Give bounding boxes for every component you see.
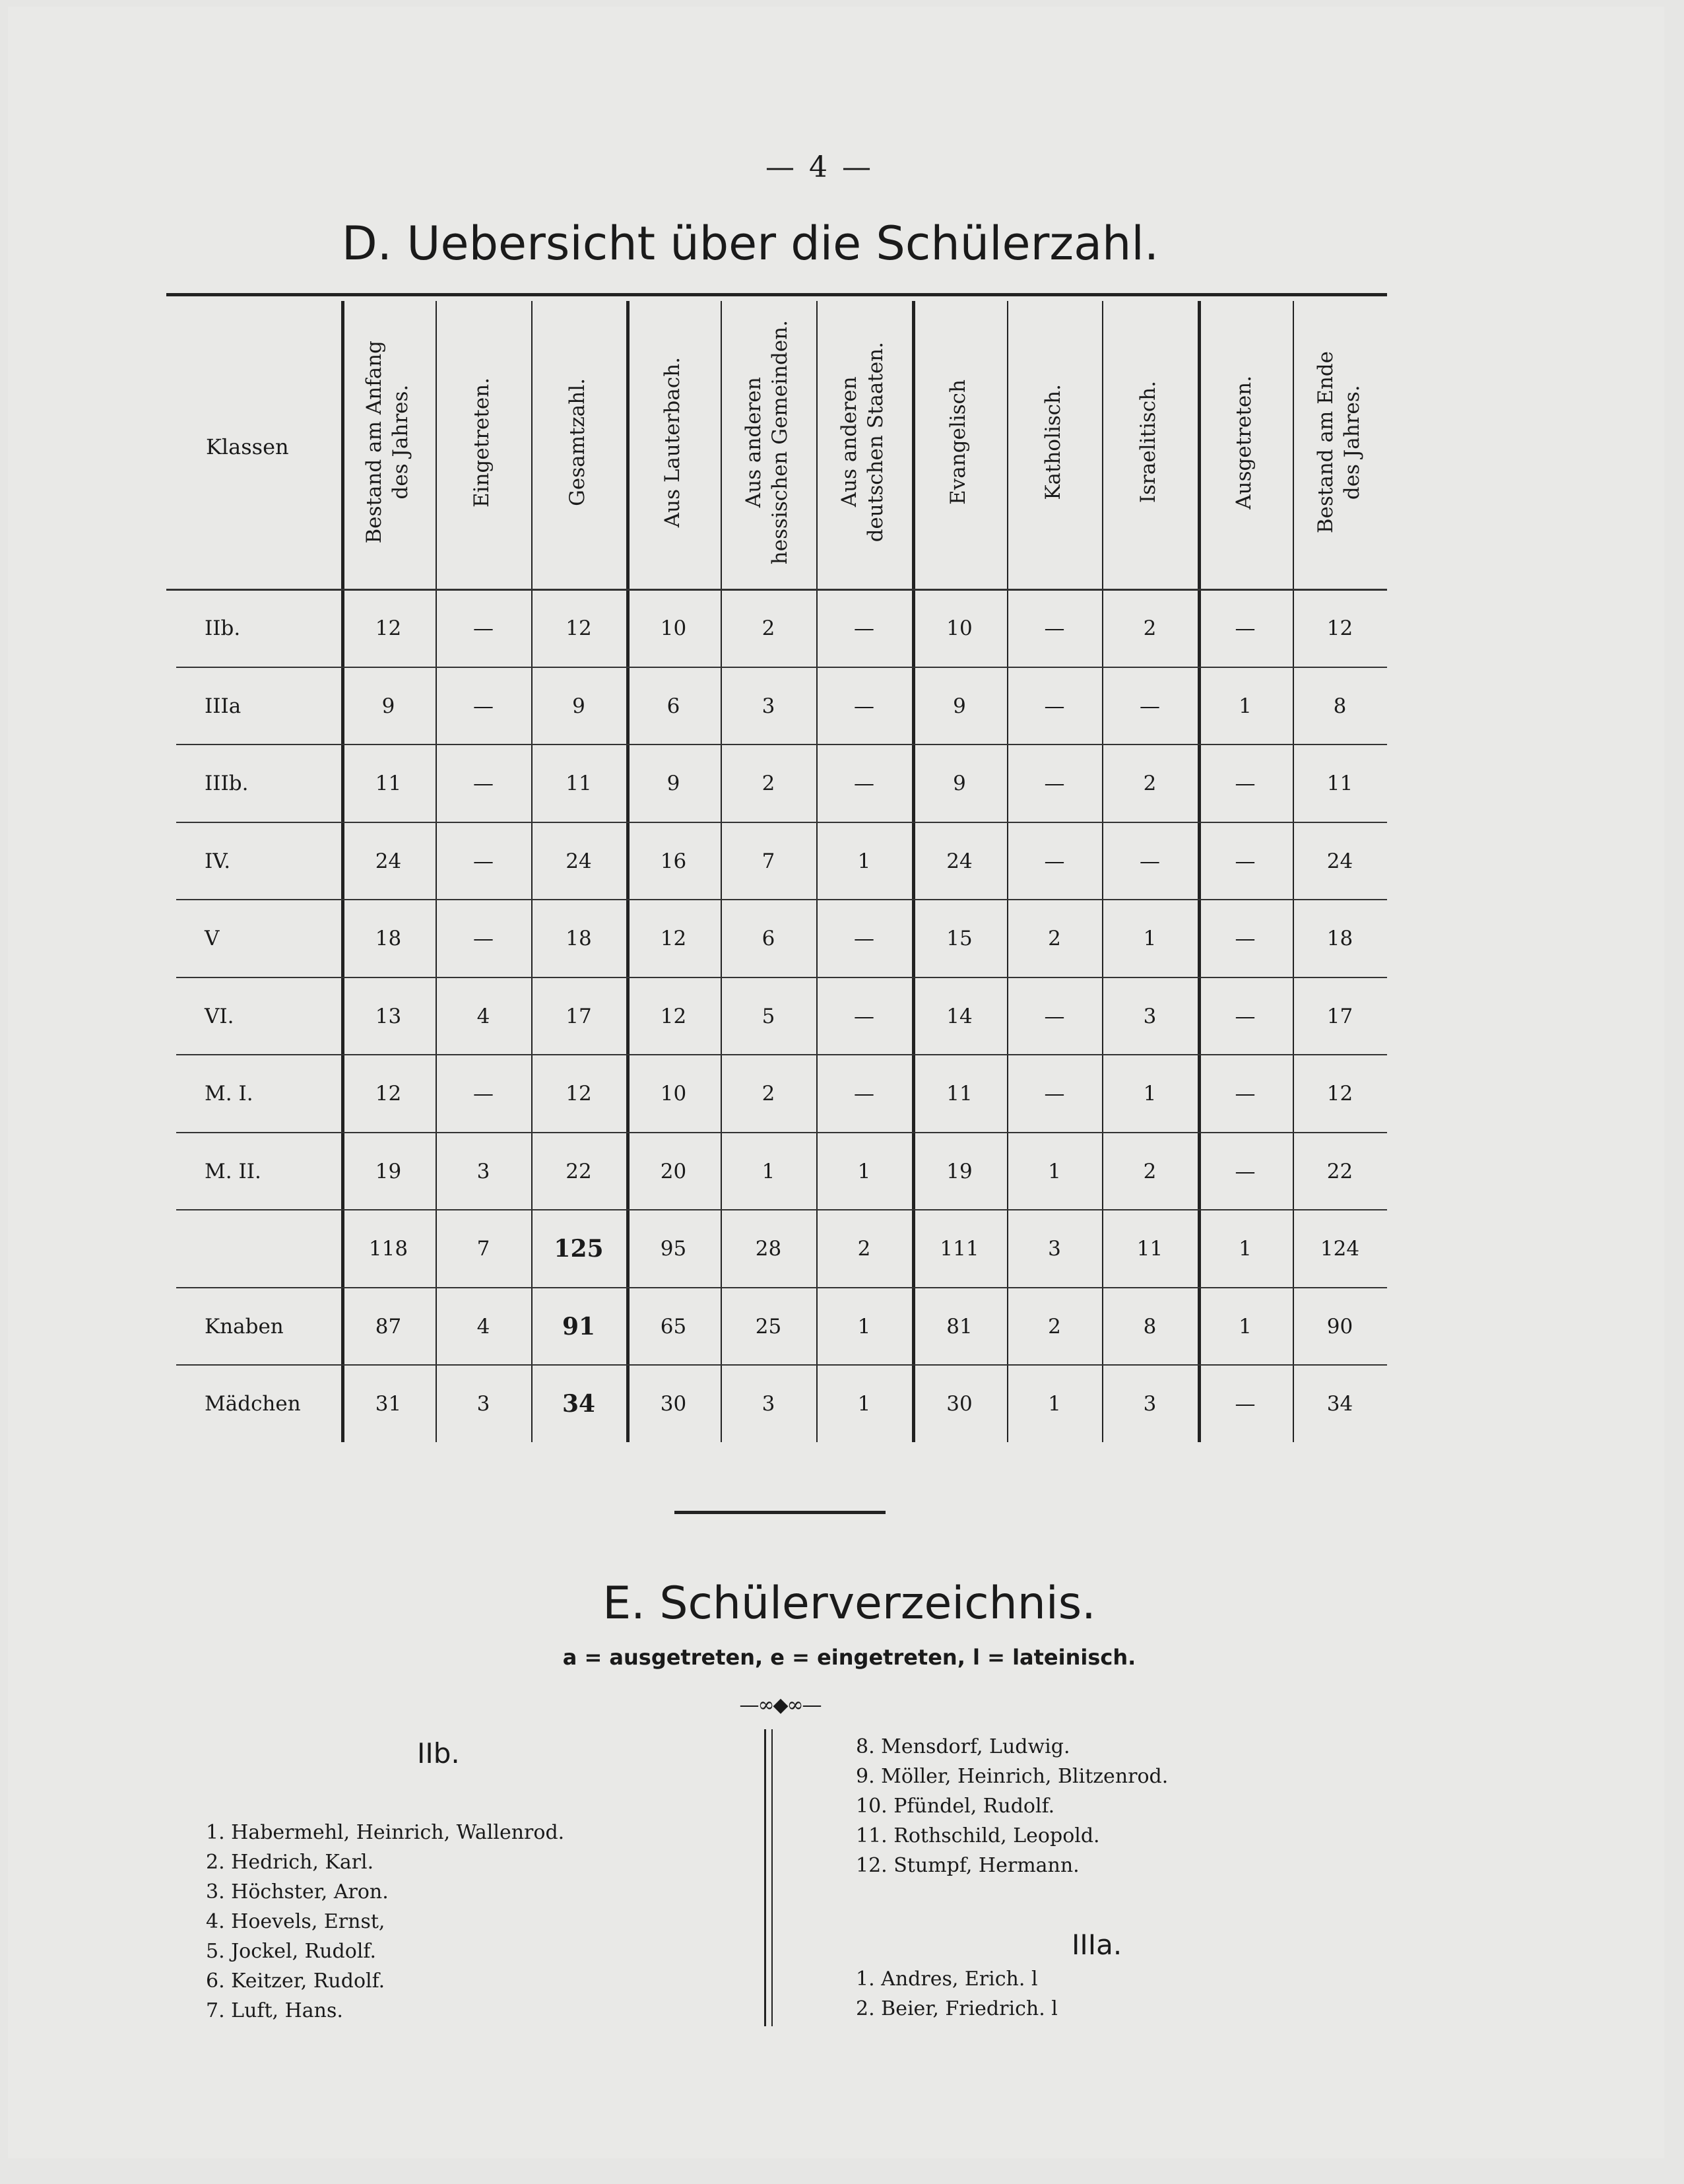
abbreviation-legend: a = ausgetreten, e = eingetreten, l = lateinisch. — [562, 1645, 1136, 1670]
row-label: IIIb. — [205, 772, 249, 795]
table-cell: 2 — [1143, 772, 1157, 795]
table-cell: 12 — [375, 1082, 402, 1106]
table-cell: 3 — [476, 1159, 490, 1183]
row-rule — [176, 1054, 1387, 1055]
table-cell: — — [854, 616, 874, 640]
header-bestand-anfang: Bestand am Anfang des Jahres. — [362, 341, 412, 544]
table-cell: 2 — [1143, 1159, 1157, 1183]
header-aus-lauterbach: Aus Lauterbach. — [661, 356, 684, 528]
table-cell: 3 — [1143, 1004, 1157, 1028]
table-cell: — — [1044, 1082, 1065, 1106]
table-cell: 17 — [1326, 1004, 1353, 1028]
table-cell: 2 — [761, 1082, 775, 1106]
student-entry: 6. Keitzer, Rudolf. — [206, 1969, 385, 1993]
row-rule — [176, 1364, 1387, 1366]
row-rule — [176, 1287, 1387, 1288]
table-cell: 34 — [1326, 1392, 1353, 1416]
section-separator — [674, 1511, 886, 1514]
table-cell: — — [854, 1004, 874, 1028]
header-katholisch: Katholisch. — [1041, 384, 1065, 500]
row-rule — [176, 977, 1387, 978]
row-label: Mädchen — [205, 1392, 301, 1416]
table-cell: — — [1044, 1004, 1065, 1028]
student-entry: 3. Höchster, Aron. — [206, 1880, 389, 1903]
table-cell: 1 — [1143, 1082, 1157, 1106]
table-cell: 1 — [1048, 1159, 1061, 1183]
table-cell: 3 — [761, 694, 775, 718]
table-cell: — — [473, 772, 494, 795]
table-cell: 9 — [572, 694, 585, 718]
table-cell: — — [854, 1082, 874, 1106]
table-top-rule — [166, 293, 1387, 296]
table-cell: 2 — [1048, 927, 1061, 950]
table-cell: — — [473, 616, 494, 640]
row-label: M. II. — [205, 1159, 261, 1183]
row-rule — [176, 899, 1387, 900]
table-cell: 10 — [660, 1082, 687, 1106]
table-cell: 12 — [1326, 616, 1353, 640]
table-cell: 12 — [660, 927, 687, 950]
section-d-title: D. Uebersicht über die Schülerzahl. — [341, 216, 1159, 271]
column-divider — [764, 1729, 773, 2026]
header-evangelisch: Evangelisch — [946, 380, 970, 505]
table-cell: 7 — [476, 1237, 490, 1261]
table-cell: 28 — [755, 1237, 782, 1261]
student-entry: 2. Hedrich, Karl. — [206, 1851, 374, 1874]
table-cell: 22 — [566, 1159, 592, 1183]
table-cell: 18 — [566, 927, 592, 950]
document-page — [8, 7, 1664, 2158]
table-cell: — — [1044, 849, 1065, 873]
row-rule — [176, 822, 1387, 823]
row-label: IV. — [205, 849, 231, 873]
table-cell: 15 — [946, 927, 973, 950]
table-cell: 19 — [375, 1159, 402, 1183]
table-cell: — — [1235, 849, 1256, 873]
table-cell: 18 — [375, 927, 402, 950]
table-cell: 11 — [375, 772, 402, 795]
header-gesamtzahl: Gesamtzahl. — [566, 378, 589, 506]
header-ausgetreten: Ausgetreten. — [1232, 375, 1256, 510]
row-label: M. I. — [205, 1082, 253, 1106]
table-cell: 13 — [375, 1004, 402, 1028]
table-cell: 4 — [476, 1314, 490, 1339]
table-cell: 11 — [946, 1082, 973, 1106]
table-cell: — — [1235, 772, 1256, 795]
row-label: VI. — [205, 1004, 234, 1028]
table-cell: 24 — [375, 849, 402, 873]
table-cell: 12 — [660, 1004, 687, 1028]
table-cell: 124 — [1320, 1237, 1360, 1261]
table-cell: 1 — [1239, 1314, 1252, 1339]
table-cell: 91 — [562, 1312, 596, 1340]
header-bestand-ende: Bestand am Ende des Jahres. — [1314, 350, 1364, 534]
table-cell: 18 — [1326, 927, 1353, 950]
table-cell: 2 — [1048, 1314, 1061, 1339]
student-entry: 10. Pfündel, Rudolf. — [856, 1795, 1055, 1818]
row-label: V — [205, 927, 220, 950]
table-cell: — — [1235, 1159, 1256, 1183]
table-cell: 1 — [1143, 927, 1157, 950]
table-cell: 11 — [1326, 772, 1353, 795]
table-cell: 1 — [857, 1392, 871, 1416]
table-cell: 9 — [381, 694, 395, 718]
table-cell: 19 — [946, 1159, 973, 1183]
student-list-iib-right — [856, 1732, 1168, 1880]
row-rule — [176, 1132, 1387, 1133]
class-heading-iiia: IIIa. — [1072, 1929, 1122, 1961]
table-cell: — — [1235, 1004, 1256, 1028]
ornament: —∞◆∞— — [739, 1694, 821, 1717]
table-cell: 81 — [946, 1314, 973, 1339]
table-cell: 10 — [946, 616, 973, 640]
table-cell: 11 — [1136, 1237, 1163, 1261]
table-cell: 3 — [1048, 1237, 1061, 1261]
table-cell: 24 — [946, 849, 973, 873]
header-deutsche-staaten: Aus anderen deutschen Staaten. — [837, 342, 888, 543]
student-entry: 9. Möller, Heinrich, Blitzenrod. — [856, 1765, 1169, 1788]
table-cell: 6 — [761, 927, 775, 950]
table-cell: 87 — [375, 1314, 402, 1339]
table-cell: 24 — [1326, 849, 1353, 873]
table-cell: 30 — [660, 1392, 687, 1416]
table-cell: — — [854, 927, 874, 950]
table-cell: 2 — [761, 772, 775, 795]
table-cell: 1 — [857, 1314, 871, 1339]
table-cell: 2 — [1143, 616, 1157, 640]
table-cell: 9 — [953, 694, 966, 718]
table-cell: 10 — [660, 616, 687, 640]
header-eingetreten: Eingetreten. — [470, 377, 494, 508]
table-cell: 8 — [1333, 694, 1347, 718]
table-cell: 7 — [761, 849, 775, 873]
table-cell: 125 — [554, 1235, 604, 1263]
table-cell: 1 — [857, 849, 871, 873]
table-cell: 5 — [761, 1004, 775, 1028]
table-cell: — — [1235, 927, 1256, 950]
table-cell: — — [473, 1082, 494, 1106]
table-cell: 9 — [953, 772, 966, 795]
table-cell: 90 — [1326, 1314, 1353, 1339]
table-cell: 24 — [566, 849, 592, 873]
row-rule — [176, 667, 1387, 668]
table-cell: 1 — [1048, 1392, 1061, 1416]
student-entry: 5. Jockel, Rudolf. — [206, 1940, 376, 1963]
table-cell: — — [1044, 772, 1065, 795]
table-cell: 14 — [946, 1004, 973, 1028]
table-cell: 12 — [375, 616, 402, 640]
row-label — [205, 1233, 341, 1265]
header-rule — [166, 589, 1387, 591]
table-cell: 4 — [476, 1004, 490, 1028]
table-cell: 9 — [666, 772, 680, 795]
row-rule — [176, 1209, 1387, 1210]
header-hessische-gemeinden: Aus anderen hessischen Gemeinden. — [742, 319, 792, 565]
table-cell: 118 — [368, 1237, 408, 1261]
section-e-title: E. Schülerverzeichnis. — [602, 1577, 1096, 1630]
table-cell: — — [854, 772, 874, 795]
table-cell: — — [1235, 616, 1256, 640]
table-cell: — — [1044, 694, 1065, 718]
table-cell: 22 — [1326, 1159, 1353, 1183]
student-entry: 8. Mensdorf, Ludwig. — [856, 1735, 1070, 1758]
student-entry: 1. Andres, Erich. l — [856, 1968, 1038, 1991]
student-list-iib-left — [206, 1818, 564, 2026]
table-cell: 11 — [566, 772, 592, 795]
table-cell: 2 — [857, 1237, 871, 1261]
table-cell: 16 — [660, 849, 687, 873]
table-cell: 1 — [857, 1159, 871, 1183]
row-rule — [176, 744, 1387, 745]
table-cell: 1 — [761, 1159, 775, 1183]
table-cell: 65 — [660, 1314, 687, 1339]
table-cell: 1 — [1239, 1237, 1252, 1261]
table-cell: — — [1140, 849, 1160, 873]
table-cell: 12 — [1326, 1082, 1353, 1106]
table-cell: 17 — [566, 1004, 592, 1028]
table-cell: 95 — [660, 1237, 687, 1261]
table-cell: — — [1235, 1392, 1256, 1416]
student-entry: 1. Habermehl, Heinrich, Wallenrod. — [206, 1821, 565, 1844]
table-cell: 34 — [562, 1390, 596, 1418]
table-cell: 1 — [1239, 694, 1252, 718]
table-cell: 111 — [940, 1237, 979, 1261]
table-cell: — — [473, 849, 494, 873]
page-number: — 4 — — [765, 150, 874, 184]
table-cell: 12 — [566, 616, 592, 640]
table-cell: — — [473, 694, 494, 718]
row-label: IIIa — [205, 694, 242, 718]
row-label: IIb. — [205, 616, 241, 640]
table-cell: — — [473, 927, 494, 950]
class-heading-iib: IIb. — [417, 1737, 460, 1770]
student-entry: 11. Rothschild, Leopold. — [856, 1824, 1100, 1847]
table-cell: 3 — [761, 1392, 775, 1416]
table-cell: 8 — [1143, 1314, 1157, 1339]
table-cell: 2 — [761, 616, 775, 640]
table-cell: 6 — [666, 694, 680, 718]
header-israelitisch: Israelitisch. — [1136, 381, 1160, 504]
student-entry: 12. Stumpf, Hermann. — [856, 1854, 1080, 1877]
table-cell: — — [1044, 616, 1065, 640]
table-cell: 3 — [476, 1392, 490, 1416]
row-label: Knaben — [205, 1314, 284, 1339]
student-entry: 2. Beier, Friedrich. l — [856, 1997, 1058, 2020]
header-klassen: Klassen — [206, 434, 289, 459]
table-cell: 30 — [946, 1392, 973, 1416]
table-cell: 25 — [755, 1314, 782, 1339]
table-cell: 3 — [1143, 1392, 1157, 1416]
table-cell: — — [854, 694, 874, 718]
table-cell: 12 — [566, 1082, 592, 1106]
student-entry: 7. Luft, Hans. — [206, 1999, 343, 2022]
student-list-iiia — [856, 1964, 1058, 2024]
table-cell: — — [1235, 1082, 1256, 1106]
table-cell: 20 — [660, 1159, 687, 1183]
student-entry: 4. Hoevels, Ernst, — [206, 1910, 385, 1933]
table-cell: 31 — [375, 1392, 402, 1416]
table-cell: — — [1140, 694, 1160, 718]
